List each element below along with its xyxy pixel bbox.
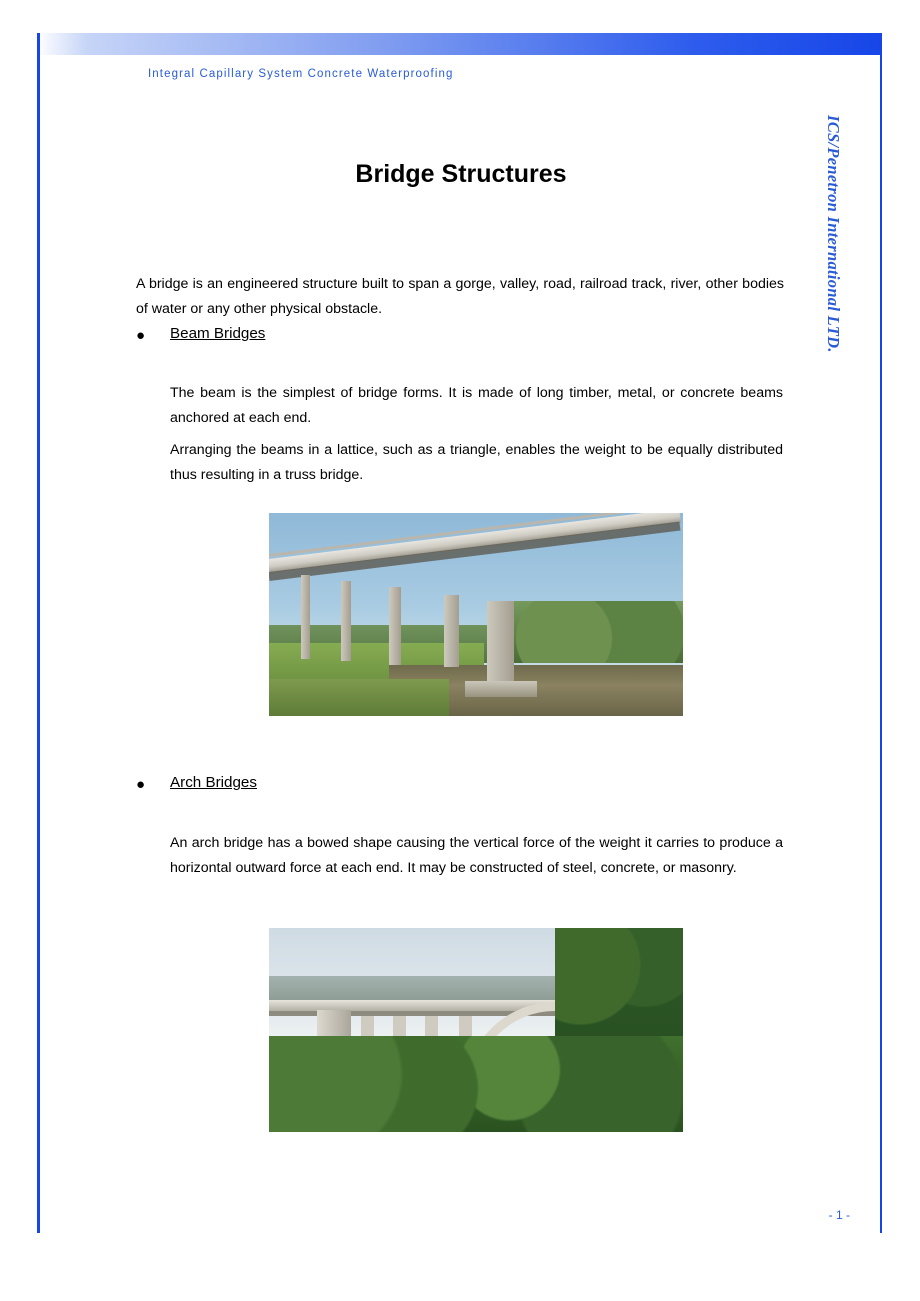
section-title-text: Beam Bridges <box>170 325 266 342</box>
photo-beam-bridge <box>269 513 683 716</box>
arch-paragraph-1: An arch bridge has a bowed shape causing the vertical force of the weight it carries to produce a horizontal outward force at each end. It may be constructed of steel, concrete, or masonry. <box>170 835 783 877</box>
photo-pier <box>301 575 310 659</box>
photo-pier-main <box>487 601 514 683</box>
intro-paragraph: A bridge is an engineered structure built to span a gorge, valley, road, railroad track, river, other bodies of water or any other physical obstacle. <box>136 276 784 318</box>
photo-pier <box>341 581 351 661</box>
right-margin-rule <box>880 33 882 1233</box>
photo-trees-right <box>513 601 683 663</box>
section-heading-arch-bridges <box>136 773 786 795</box>
photo-riverbank <box>269 679 449 716</box>
section-heading-beam-bridges <box>136 324 786 346</box>
section-title-text: Arch Bridges <box>170 774 257 791</box>
left-margin-rule <box>37 33 40 1233</box>
beam-paragraph-1: The beam is the simplest of bridge forms. It is made of long timber, metal, or concrete beams anchored at each end. <box>170 385 783 427</box>
beam-paragraph-2: Arranging the beams in a lattice, such as a triangle, enables the weight to be equally distributed thus resulting in a truss bridge. <box>170 442 783 484</box>
photo-pier <box>444 595 459 667</box>
page-title: Bridge Structures <box>355 159 567 188</box>
bullet-icon: ● <box>136 327 146 344</box>
photo-forest-foreground <box>269 1036 683 1132</box>
page-number: - 1 - <box>828 1208 850 1222</box>
header-gradient-band <box>37 33 882 55</box>
photo-arch-bridge <box>269 928 683 1132</box>
bullet-icon: ● <box>136 776 146 793</box>
side-brand-label: ICS/Penetron International LTD. <box>824 115 843 353</box>
photo-pier <box>389 587 401 665</box>
photo-pier-footing <box>465 681 537 697</box>
company-tagline: Integral Capillary System Concrete Waterproofing <box>148 68 454 80</box>
